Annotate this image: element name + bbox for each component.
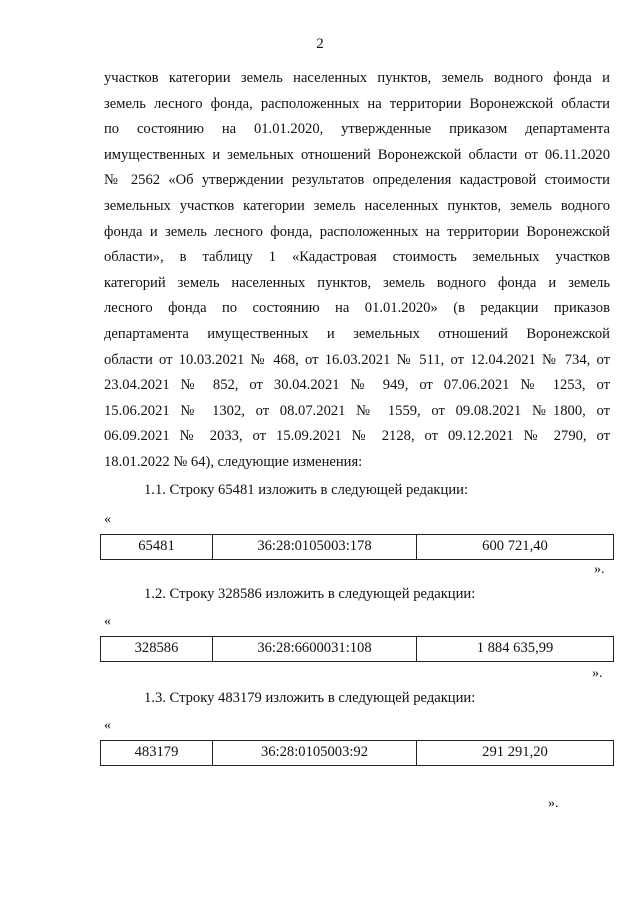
paragraph-line: № 2562 «Об утверждении результатов определения кадастровой стоимости <box>104 172 610 189</box>
cadastral-value-cell: 1 884 635,99 <box>476 639 554 656</box>
amendment-heading: 1.3. Строку 483179 изложить в следующей редакции: <box>144 690 476 706</box>
amendment-table-row <box>100 636 614 662</box>
paragraph-line: области», в таблицу 1 «Кадастровая стоимость земельных участков <box>104 249 610 266</box>
cadastral-number-cell: 36:28:0105003:92 <box>213 741 417 765</box>
close-quote: ». <box>548 796 559 811</box>
paragraph-line: департамента имущественных и земельных отношений Воронежской <box>104 325 610 342</box>
paragraph-line: земель лесного фонда, расположенных на территории Воронежской области <box>104 95 610 112</box>
paragraph-line: участков категории земель населенных пунктов, земель водного фонда и <box>104 70 610 86</box>
open-quote: « <box>104 512 111 527</box>
paragraph-line: 06.09.2021 № 2033, от 15.09.2021 № 2128, от 09.12.2021 № 2790, от <box>104 428 610 445</box>
row-number-cell: 483179 <box>101 741 213 765</box>
amendment-table-row <box>100 740 614 766</box>
paragraph-line: фонда и земель лесного фонда, расположенных на территории Воронежской <box>104 223 610 240</box>
paragraph-line: категорий земель населенных пунктов, земель водного фонда и земель <box>104 274 610 291</box>
paragraph-line: 18.01.2022 № 64), следующие изменения: <box>104 453 363 470</box>
cadastral-value-cell: 291 291,20 <box>482 743 548 760</box>
cadastral-number-cell: 36:28:6600031:108 <box>213 637 417 661</box>
open-quote: « <box>104 614 111 629</box>
row-number-cell: 328586 <box>101 637 213 661</box>
amendment-heading: 1.1. Строку 65481 изложить в следующей редакции: <box>144 482 468 498</box>
cadastral-value-cell: 600 721,40 <box>482 537 548 554</box>
close-quote: ». <box>592 666 603 681</box>
paragraph-line: земельных участков категории земель населенных пунктов, земель водного <box>104 197 610 214</box>
paragraph-line: имущественных и земельных отношений Воронежской области от 06.11.2020 <box>104 146 610 163</box>
page-number: 2 <box>316 36 324 52</box>
paragraph-line: 23.04.2021 № 852, от 30.04.2021 № 949, от 07.06.2021 № 1253, от <box>104 377 610 394</box>
cadastral-number-cell: 36:28:0105003:178 <box>213 535 417 559</box>
amendment-table-row <box>100 534 614 560</box>
paragraph-line: лесного фонда по состоянию на 01.01.2020» (в редакции приказов <box>104 300 610 317</box>
amendment-heading: 1.2. Строку 328586 изложить в следующей редакции: <box>144 586 476 602</box>
body-paragraph <box>104 66 610 476</box>
paragraph-line: 15.06.2021 № 1302, от 08.07.2021 № 1559, от 09.08.2021 №1800, от <box>104 402 610 419</box>
row-number-cell: 65481 <box>101 535 213 559</box>
paragraph-line: по состоянию на 01.01.2020, утвержденные приказом департамента <box>104 121 610 138</box>
close-quote: ». <box>594 562 605 577</box>
paragraph-line: области от 10.03.2021 № 468, от 16.03.2021 № 511, от 12.04.2021 № 734, от <box>104 351 610 368</box>
open-quote: « <box>104 718 111 733</box>
